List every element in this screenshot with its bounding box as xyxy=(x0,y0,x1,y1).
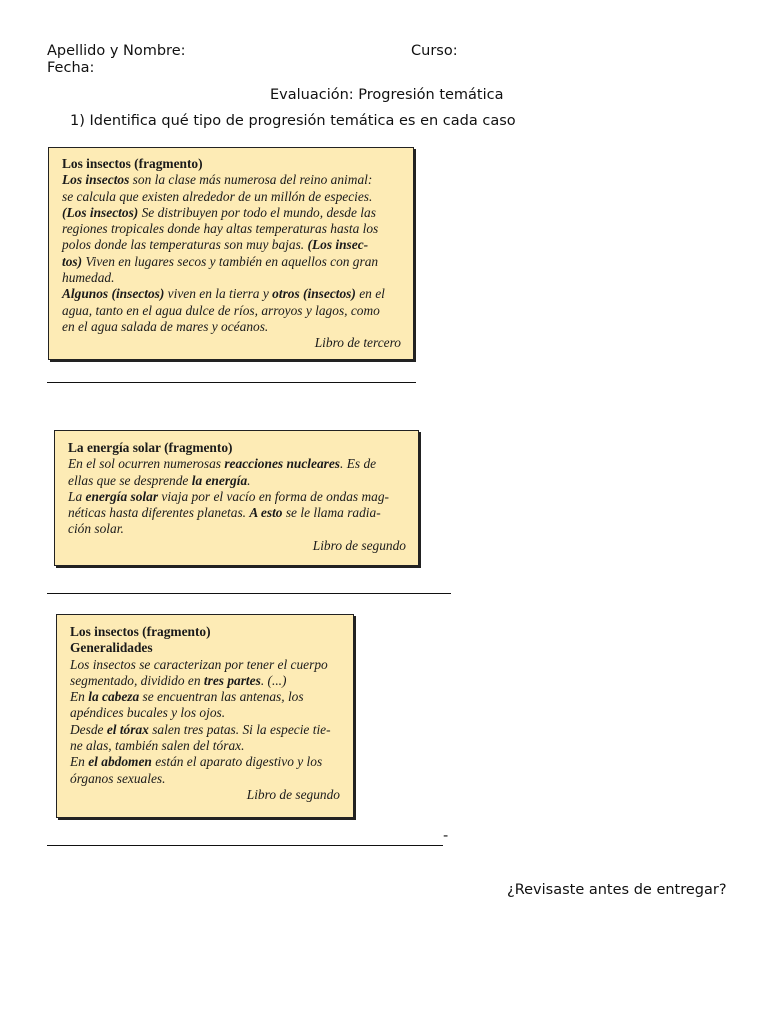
text-line: en el agua salada de mares y océanos. xyxy=(62,318,269,334)
text-fragment: se le llama radia- xyxy=(282,505,381,521)
answer-line xyxy=(47,593,451,594)
text-fragment: tres partes xyxy=(203,672,261,688)
text-line: ne alas, también salen del tórax. xyxy=(70,738,245,754)
source-label: Libro de tercero xyxy=(314,335,401,351)
text-fragment: en el xyxy=(355,286,385,302)
text-fragment: tos) xyxy=(62,253,83,269)
text-fragment: néticas hasta diferentes planetas. xyxy=(68,505,250,521)
text-fragment: Los insectos xyxy=(62,172,130,188)
text-fragment: la cabeza xyxy=(88,689,140,705)
box-title: Los insectos (fragmento) xyxy=(62,156,203,171)
text-fragment: En xyxy=(70,689,89,705)
text-fragment: . (...) xyxy=(260,672,287,688)
text-fragment: En xyxy=(70,754,89,770)
text-box-insectos-generalidades xyxy=(56,614,354,818)
text-line: órganos sexuales. xyxy=(70,770,166,786)
text-fragment: (Los insec- xyxy=(307,237,369,253)
text-fragment: La xyxy=(68,488,86,504)
trailing-dash: - xyxy=(443,828,449,844)
answer-line xyxy=(47,845,443,846)
page-title: Evaluación: Progresión temática xyxy=(270,87,504,103)
text-fragment: energía solar xyxy=(85,488,159,504)
text-line: se calcula que existen alrededor de un millón de especies. xyxy=(62,188,373,204)
text-fragment: Algunos (insectos) xyxy=(62,286,165,302)
name-label: Apellido y Nombre: xyxy=(47,43,186,59)
text-line: humedad. xyxy=(62,270,115,286)
text-fragment: el tórax xyxy=(106,721,149,737)
text-fragment: salen tres patas. Si la especie tie- xyxy=(148,721,331,737)
text-box-insectos xyxy=(48,147,414,360)
text-fragment: Se distribuyen por todo el mundo, desde las xyxy=(138,204,376,220)
box-subtitle: Generalidades xyxy=(70,640,153,656)
review-question: ¿Revisaste antes de entregar? xyxy=(507,882,727,898)
text-line: ción solar. xyxy=(68,521,124,537)
text-line: regiones tropicales donde hay altas temperaturas hasta los xyxy=(62,221,379,237)
question-1: 1) Identifica qué tipo de progresión temática es en cada caso xyxy=(70,113,516,129)
text-fragment: viven en la tierra y xyxy=(164,286,273,302)
text-box-energia-solar xyxy=(54,430,419,566)
text-fragment: reacciones nucleares xyxy=(224,456,341,472)
text-fragment: . Es de xyxy=(340,456,377,472)
text-fragment: son la clase más numerosa del reino animal: xyxy=(129,172,373,188)
text-fragment: . xyxy=(247,472,251,488)
text-fragment: otros (insectos) xyxy=(272,286,356,302)
text-fragment: el abdomen xyxy=(88,754,152,770)
text-fragment: segmentado, dividido en xyxy=(70,672,204,688)
date-label: Fecha: xyxy=(47,60,95,76)
source-label: Libro de segundo xyxy=(312,537,406,553)
answer-line xyxy=(47,382,416,383)
text-line: agua, tanto en el agua dulce de ríos, arroyos y lagos, como xyxy=(62,302,380,318)
text-fragment: (Los insectos) xyxy=(62,204,139,220)
text-fragment: A esto xyxy=(249,505,283,521)
text-fragment: ellas que se desprende xyxy=(68,472,192,488)
text-fragment: Viven en lugares secos y también en aquellos con gran xyxy=(82,253,379,269)
text-fragment: se encuentran las antenas, los xyxy=(139,689,304,705)
text-fragment: la energía xyxy=(191,472,248,488)
text-line: apéndices bucales y los ojos. xyxy=(70,705,226,721)
text-fragment: Desde xyxy=(70,721,107,737)
text-fragment: están el aparato digestivo y los xyxy=(151,754,323,770)
course-label: Curso: xyxy=(411,43,458,59)
box-title: La energía solar (fragmento) xyxy=(68,440,233,455)
box-title: Los insectos (fragmento) xyxy=(70,624,211,639)
text-fragment: viaja por el vacío en forma de ondas mag- xyxy=(158,488,389,504)
source-label: Libro de segundo xyxy=(246,786,340,802)
text-fragment: En el sol ocurren numerosas xyxy=(68,456,225,472)
text-fragment: polos donde las temperaturas son muy bajas. xyxy=(62,237,308,253)
text-line: Los insectos se caracterizan por tener el cuerpo xyxy=(70,656,328,672)
